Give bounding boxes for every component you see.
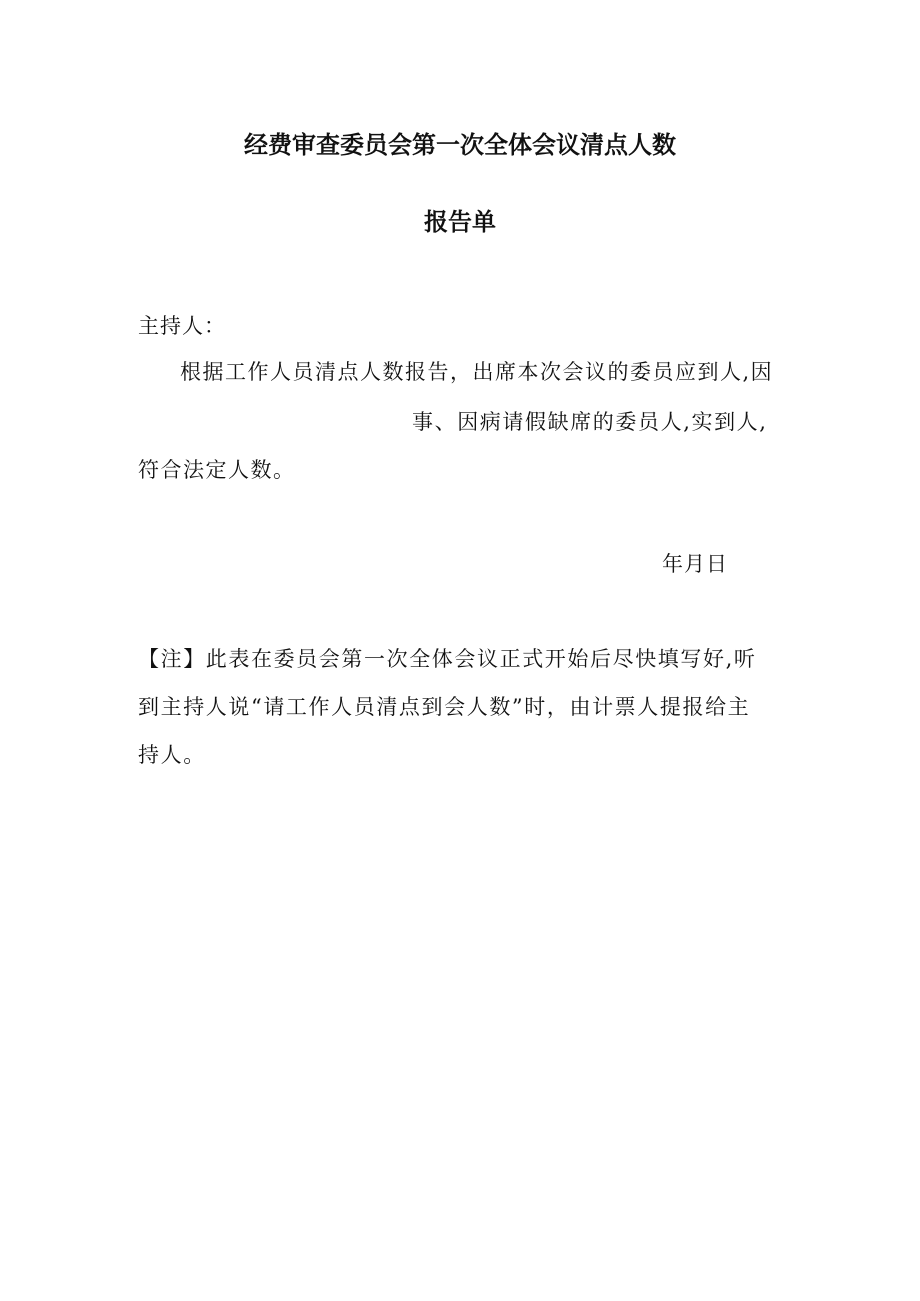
date-line: 年月日	[662, 552, 728, 576]
host-label: 主持人：	[138, 314, 226, 338]
paragraph-line: 根据工作人员清点人数报告，出席本次会议的委员应到人,因	[180, 360, 774, 384]
paragraph-line: 符合法定人数。	[138, 458, 296, 482]
note-line: 到主持人说“请工作人员清点到会人数”时，由计票人提报给主	[138, 695, 751, 719]
note-line: 【注】此表在委员会第一次全体会议正式开始后尽快填写好,听	[138, 647, 757, 671]
paragraph-line: 事、因病请假缺席的委员人,实到人,	[412, 410, 768, 434]
note-line: 持人。	[138, 743, 206, 767]
document-title: 经费审查委员会第一次全体会议清点人数	[244, 131, 676, 159]
document-subtitle: 报告单	[424, 208, 496, 236]
